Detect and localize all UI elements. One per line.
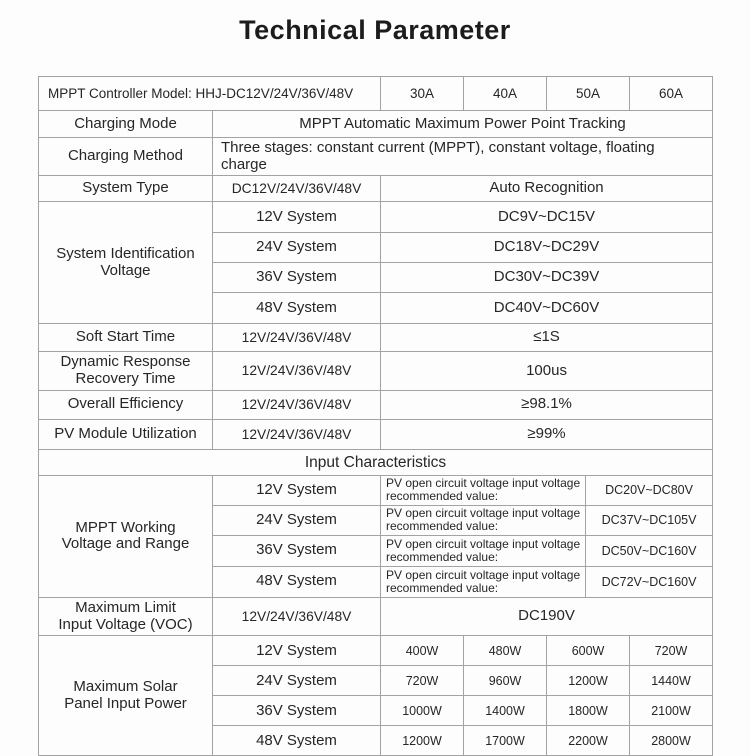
- max-limit-voltage-label: [39, 597, 213, 636]
- charging-mode-value: MPPT Automatic Maximum Power Point Tracking: [213, 111, 713, 138]
- solar-24v-power-30a: 720W: [381, 666, 464, 696]
- soft-start-range: 12V/24V/36V/48V: [213, 324, 381, 352]
- mppt-24v-note: PV open circuit voltage input voltage recommended value:: [381, 505, 586, 535]
- charging-method-text: Three stages: constant current (MPPT), constant voltage, floating charge: [221, 139, 655, 173]
- solar-48v-system: 48V System: [213, 726, 381, 756]
- solar-12v-power-50a: 600W: [547, 636, 630, 666]
- solar-24v-power-40a: 960W: [464, 666, 547, 696]
- dynamic-response-range: 12V/24V/36V/48V: [213, 352, 381, 391]
- solar-48v-power-30a: 1200W: [381, 726, 464, 756]
- amp-40a-cell: 40A: [464, 77, 547, 111]
- pv-module-utilization-range: 12V/24V/36V/48V: [213, 419, 381, 449]
- mppt-36v-value: DC50V~DC160V: [586, 535, 713, 566]
- page-title: Technical Parameter: [239, 15, 511, 45]
- dynamic-response-label: Dynamic Response Recovery Time: [39, 352, 213, 391]
- solar-24v-system: 24V System: [213, 666, 381, 696]
- input-characteristics-header: Input Characteristics: [39, 449, 713, 475]
- mppt-working-label: [39, 475, 213, 597]
- amp-50a-cell: 50A: [547, 77, 630, 111]
- system-id-36v-system: 36V System: [213, 263, 381, 293]
- overall-efficiency-label: Overall Efficiency: [39, 390, 213, 419]
- system-id-12v-value: DC9V~DC15V: [381, 202, 713, 233]
- solar-48v-power-60a: 2800W: [630, 726, 713, 756]
- charging-method-label: Charging Method: [39, 138, 213, 176]
- max-limit-voltage-range: 12V/24V/36V/48V: [213, 597, 381, 636]
- max-limit-voltage-value: DC190V: [381, 597, 713, 636]
- system-type-label: System Type: [39, 176, 213, 202]
- max-solar-power-label-text: Maximum Solar Panel Input Power: [64, 678, 187, 712]
- solar-24v-power-60a: 1440W: [630, 666, 713, 696]
- soft-start-value: ≤1S: [381, 324, 713, 352]
- mppt-24v-value: DC37V~DC105V: [586, 505, 713, 535]
- mppt-36v-note: PV open circuit voltage input voltage recommended value:: [381, 535, 586, 566]
- system-id-36v-value: DC30V~DC39V: [381, 263, 713, 293]
- max-limit-voltage-label-text: Maximum Limit Input Voltage (VOC): [58, 598, 193, 633]
- dynamic-response-value: 100us: [381, 352, 713, 391]
- system-type-range: DC12V/24V/36V/48V: [213, 176, 381, 202]
- model-label-cell: MPPT Controller Model: HHJ-DC12V/24V/36V/48V: [39, 77, 381, 111]
- system-id-12v-system: 12V System: [213, 202, 381, 233]
- soft-start-label: Soft Start Time: [39, 324, 213, 352]
- max-solar-power-label: [39, 636, 213, 756]
- overall-efficiency-value: ≥98.1%: [381, 390, 713, 419]
- mppt-36v-system: 36V System: [213, 535, 381, 566]
- solar-48v-power-50a: 2200W: [547, 726, 630, 756]
- system-type-value: Auto Recognition: [381, 176, 713, 202]
- solar-36v-power-60a: 2100W: [630, 696, 713, 726]
- solar-12v-power-30a: 400W: [381, 636, 464, 666]
- mppt-48v-note: PV open circuit voltage input voltage recommended value:: [381, 566, 586, 597]
- solar-36v-power-30a: 1000W: [381, 696, 464, 726]
- mppt-48v-value: DC72V~DC160V: [586, 566, 713, 597]
- amp-30a-cell: 30A: [381, 77, 464, 111]
- mppt-48v-system: 48V System: [213, 566, 381, 597]
- charging-method-value: [213, 138, 713, 176]
- system-id-voltage-label: System Identification Voltage: [39, 202, 213, 324]
- solar-24v-power-50a: 1200W: [547, 666, 630, 696]
- mppt-24v-system: 24V System: [213, 505, 381, 535]
- overall-efficiency-range: 12V/24V/36V/48V: [213, 390, 381, 419]
- pv-module-utilization-value: ≥99%: [381, 419, 713, 449]
- spec-table: [38, 76, 713, 756]
- solar-12v-power-40a: 480W: [464, 636, 547, 666]
- amp-60a-cell: 60A: [630, 77, 713, 111]
- system-id-48v-value: DC40V~DC60V: [381, 293, 713, 324]
- charging-mode-label: Charging Mode: [39, 111, 213, 138]
- mppt-working-label-text: MPPT Working Voltage and Range: [61, 518, 190, 553]
- solar-36v-power-50a: 1800W: [547, 696, 630, 726]
- system-id-24v-system: 24V System: [213, 233, 381, 263]
- solar-48v-power-40a: 1700W: [464, 726, 547, 756]
- solar-36v-power-40a: 1400W: [464, 696, 547, 726]
- system-id-24v-value: DC18V~DC29V: [381, 233, 713, 263]
- mppt-12v-note: PV open circuit voltage input voltage recommended value:: [381, 475, 586, 505]
- solar-12v-system: 12V System: [213, 636, 381, 666]
- solar-36v-system: 36V System: [213, 696, 381, 726]
- mppt-12v-system: 12V System: [213, 475, 381, 505]
- solar-12v-power-60a: 720W: [630, 636, 713, 666]
- system-id-48v-system: 48V System: [213, 293, 381, 324]
- mppt-12v-value: DC20V~DC80V: [586, 475, 713, 505]
- pv-module-utilization-label: PV Module Utilization: [39, 419, 213, 449]
